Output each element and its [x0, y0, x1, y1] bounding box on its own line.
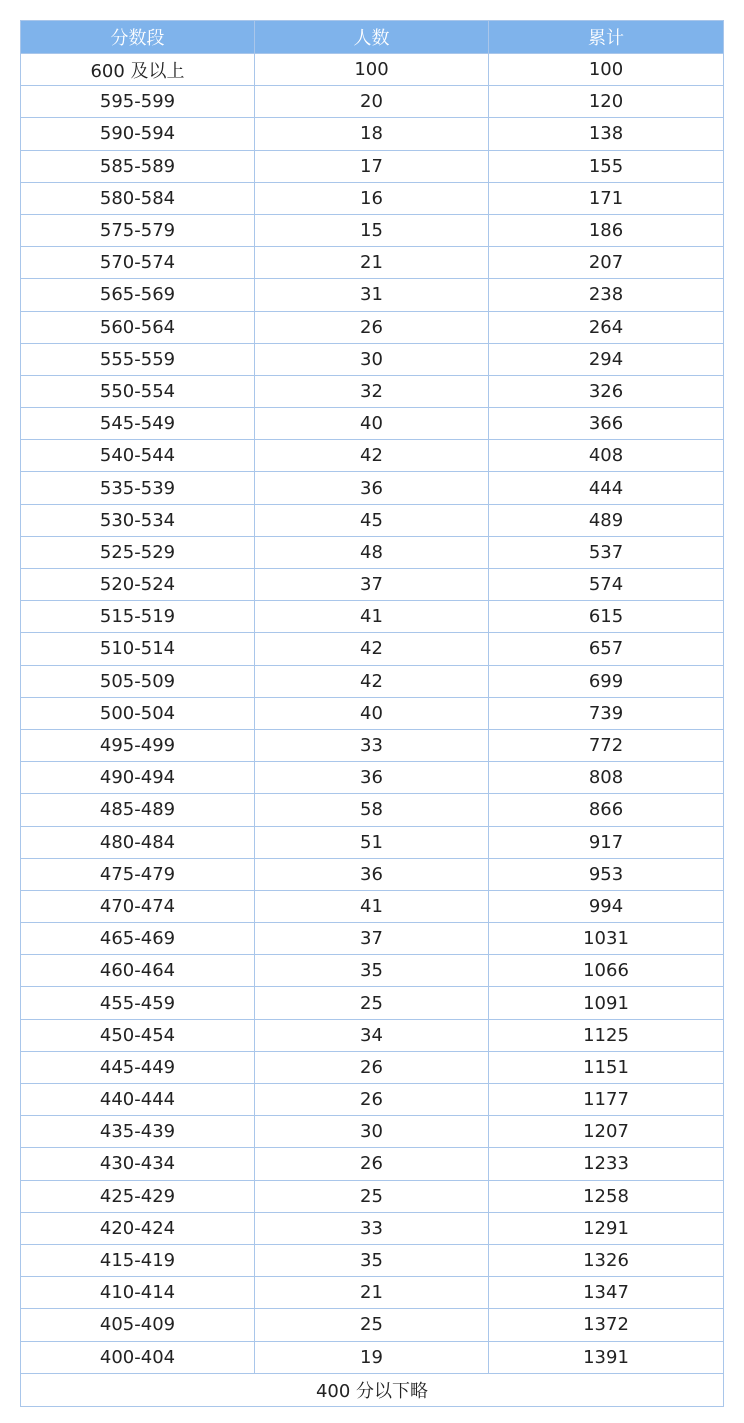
cell-cumulative: 186 — [489, 214, 724, 246]
cell-cumulative: 489 — [489, 504, 724, 536]
table-row — [21, 633, 724, 665]
cell-score-range: 510-514 — [21, 633, 255, 665]
cell-count: 25 — [255, 1180, 489, 1212]
cell-count: 33 — [255, 1212, 489, 1244]
cell-cumulative: 100 — [489, 54, 724, 86]
cell-score-range: 540-544 — [21, 440, 255, 472]
cell-count: 16 — [255, 182, 489, 214]
cell-score-range: 445-449 — [21, 1051, 255, 1083]
table-row — [21, 1084, 724, 1116]
cell-cumulative: 739 — [489, 697, 724, 729]
table-row — [21, 890, 724, 922]
cell-score-range: 505-509 — [21, 665, 255, 697]
cell-count: 41 — [255, 601, 489, 633]
header-cumulative: 累计 — [489, 21, 724, 54]
cell-score-range: 550-554 — [21, 375, 255, 407]
cell-count: 37 — [255, 569, 489, 601]
table-row — [21, 214, 724, 246]
cell-cumulative: 264 — [489, 311, 724, 343]
cell-cumulative: 207 — [489, 247, 724, 279]
header-count: 人数 — [255, 21, 489, 54]
cell-cumulative: 574 — [489, 569, 724, 601]
cell-cumulative: 1177 — [489, 1084, 724, 1116]
table-footer — [21, 1373, 724, 1406]
cell-count: 32 — [255, 375, 489, 407]
cell-score-range: 555-559 — [21, 343, 255, 375]
cell-cumulative: 120 — [489, 86, 724, 118]
cell-count: 15 — [255, 214, 489, 246]
table-row — [21, 794, 724, 826]
cell-cumulative: 1372 — [489, 1309, 724, 1341]
cell-cumulative: 1066 — [489, 955, 724, 987]
cell-score-range: 415-419 — [21, 1244, 255, 1276]
cell-score-range: 425-429 — [21, 1180, 255, 1212]
cell-cumulative: 294 — [489, 343, 724, 375]
cell-count: 34 — [255, 1019, 489, 1051]
cell-count: 17 — [255, 150, 489, 182]
cell-cumulative: 1391 — [489, 1341, 724, 1373]
cell-cumulative: 366 — [489, 408, 724, 440]
table-row — [21, 1244, 724, 1276]
table-row — [21, 54, 724, 86]
table-row — [21, 987, 724, 1019]
table-row — [21, 536, 724, 568]
cell-count: 31 — [255, 279, 489, 311]
score-distribution-table — [20, 20, 724, 1407]
cell-cumulative: 808 — [489, 762, 724, 794]
table-row — [21, 1019, 724, 1051]
cell-cumulative: 866 — [489, 794, 724, 826]
cell-cumulative: 1258 — [489, 1180, 724, 1212]
cell-count: 58 — [255, 794, 489, 826]
table-row — [21, 118, 724, 150]
cell-score-range: 490-494 — [21, 762, 255, 794]
table-row — [21, 150, 724, 182]
cell-cumulative: 155 — [489, 150, 724, 182]
cell-score-range: 440-444 — [21, 1084, 255, 1116]
cell-score-range: 595-599 — [21, 86, 255, 118]
table-row — [21, 343, 724, 375]
table-row — [21, 182, 724, 214]
cell-score-range: 400-404 — [21, 1341, 255, 1373]
cell-count: 35 — [255, 955, 489, 987]
cell-cumulative: 615 — [489, 601, 724, 633]
table-row — [21, 472, 724, 504]
cell-score-range: 435-439 — [21, 1116, 255, 1148]
cell-cumulative: 699 — [489, 665, 724, 697]
cell-cumulative: 1291 — [489, 1212, 724, 1244]
score-distribution-table-container — [20, 20, 723, 1407]
cell-cumulative: 1031 — [489, 923, 724, 955]
cell-score-range: 460-464 — [21, 955, 255, 987]
header-row — [21, 21, 724, 54]
cell-count: 48 — [255, 536, 489, 568]
cell-count: 25 — [255, 987, 489, 1019]
cell-cumulative: 1207 — [489, 1116, 724, 1148]
header-score-range: 分数段 — [21, 21, 255, 54]
footer-note: 400 分以下略 — [21, 1373, 724, 1406]
cell-count: 36 — [255, 762, 489, 794]
cell-count: 26 — [255, 1051, 489, 1083]
table-row — [21, 762, 724, 794]
cell-cumulative: 1151 — [489, 1051, 724, 1083]
cell-cumulative: 953 — [489, 858, 724, 890]
cell-count: 37 — [255, 923, 489, 955]
cell-score-range: 560-564 — [21, 311, 255, 343]
cell-score-range: 455-459 — [21, 987, 255, 1019]
cell-count: 26 — [255, 1148, 489, 1180]
table-row — [21, 697, 724, 729]
table-row — [21, 279, 724, 311]
cell-count: 36 — [255, 858, 489, 890]
cell-count: 30 — [255, 343, 489, 375]
cell-score-range: 525-529 — [21, 536, 255, 568]
cell-cumulative: 537 — [489, 536, 724, 568]
cell-score-range: 520-524 — [21, 569, 255, 601]
cell-score-range: 420-424 — [21, 1212, 255, 1244]
cell-cumulative: 1091 — [489, 987, 724, 1019]
cell-score-range: 515-519 — [21, 601, 255, 633]
cell-score-range: 495-499 — [21, 729, 255, 761]
cell-score-range: 565-569 — [21, 279, 255, 311]
table-row — [21, 1051, 724, 1083]
table-row — [21, 601, 724, 633]
cell-score-range: 535-539 — [21, 472, 255, 504]
cell-score-range: 470-474 — [21, 890, 255, 922]
table-row — [21, 440, 724, 472]
cell-cumulative: 171 — [489, 182, 724, 214]
table-row — [21, 665, 724, 697]
cell-count: 40 — [255, 697, 489, 729]
table-row — [21, 375, 724, 407]
cell-cumulative: 444 — [489, 472, 724, 504]
cell-score-range: 475-479 — [21, 858, 255, 890]
cell-count: 20 — [255, 86, 489, 118]
table-row — [21, 858, 724, 890]
cell-cumulative: 408 — [489, 440, 724, 472]
cell-count: 42 — [255, 665, 489, 697]
cell-score-range: 465-469 — [21, 923, 255, 955]
table-row — [21, 86, 724, 118]
cell-count: 40 — [255, 408, 489, 440]
table-row — [21, 311, 724, 343]
table-row — [21, 1309, 724, 1341]
cell-cumulative: 1233 — [489, 1148, 724, 1180]
cell-cumulative: 917 — [489, 826, 724, 858]
table-row — [21, 955, 724, 987]
table-row — [21, 826, 724, 858]
cell-score-range: 530-534 — [21, 504, 255, 536]
cell-cumulative: 657 — [489, 633, 724, 665]
cell-count: 42 — [255, 440, 489, 472]
cell-count: 18 — [255, 118, 489, 150]
table-row — [21, 729, 724, 761]
table-row — [21, 1212, 724, 1244]
cell-score-range: 575-579 — [21, 214, 255, 246]
cell-cumulative: 994 — [489, 890, 724, 922]
cell-cumulative: 326 — [489, 375, 724, 407]
table-row — [21, 923, 724, 955]
cell-score-range: 600 及以上 — [21, 54, 255, 86]
footer-row — [21, 1373, 724, 1406]
cell-cumulative: 1125 — [489, 1019, 724, 1051]
cell-count: 41 — [255, 890, 489, 922]
cell-score-range: 450-454 — [21, 1019, 255, 1051]
cell-count: 100 — [255, 54, 489, 86]
cell-count: 30 — [255, 1116, 489, 1148]
table-row — [21, 504, 724, 536]
cell-count: 26 — [255, 311, 489, 343]
cell-count: 36 — [255, 472, 489, 504]
cell-count: 42 — [255, 633, 489, 665]
cell-score-range: 570-574 — [21, 247, 255, 279]
cell-score-range: 430-434 — [21, 1148, 255, 1180]
cell-count: 26 — [255, 1084, 489, 1116]
cell-score-range: 480-484 — [21, 826, 255, 858]
cell-cumulative: 1347 — [489, 1277, 724, 1309]
table-row — [21, 247, 724, 279]
cell-count: 35 — [255, 1244, 489, 1276]
cell-cumulative: 238 — [489, 279, 724, 311]
cell-score-range: 585-589 — [21, 150, 255, 182]
table-header — [21, 21, 724, 54]
cell-cumulative: 1326 — [489, 1244, 724, 1276]
cell-cumulative: 772 — [489, 729, 724, 761]
cell-count: 33 — [255, 729, 489, 761]
cell-score-range: 485-489 — [21, 794, 255, 826]
table-row — [21, 1180, 724, 1212]
cell-score-range: 590-594 — [21, 118, 255, 150]
cell-count: 21 — [255, 247, 489, 279]
cell-score-range: 410-414 — [21, 1277, 255, 1309]
table-row — [21, 1277, 724, 1309]
cell-cumulative: 138 — [489, 118, 724, 150]
cell-count: 19 — [255, 1341, 489, 1373]
table-row — [21, 408, 724, 440]
cell-count: 25 — [255, 1309, 489, 1341]
cell-score-range: 545-549 — [21, 408, 255, 440]
table-body — [21, 54, 724, 1374]
table-row — [21, 1341, 724, 1373]
table-row — [21, 569, 724, 601]
table-row — [21, 1116, 724, 1148]
cell-score-range: 500-504 — [21, 697, 255, 729]
cell-count: 45 — [255, 504, 489, 536]
cell-score-range: 405-409 — [21, 1309, 255, 1341]
cell-count: 21 — [255, 1277, 489, 1309]
table-row — [21, 1148, 724, 1180]
cell-score-range: 580-584 — [21, 182, 255, 214]
cell-count: 51 — [255, 826, 489, 858]
